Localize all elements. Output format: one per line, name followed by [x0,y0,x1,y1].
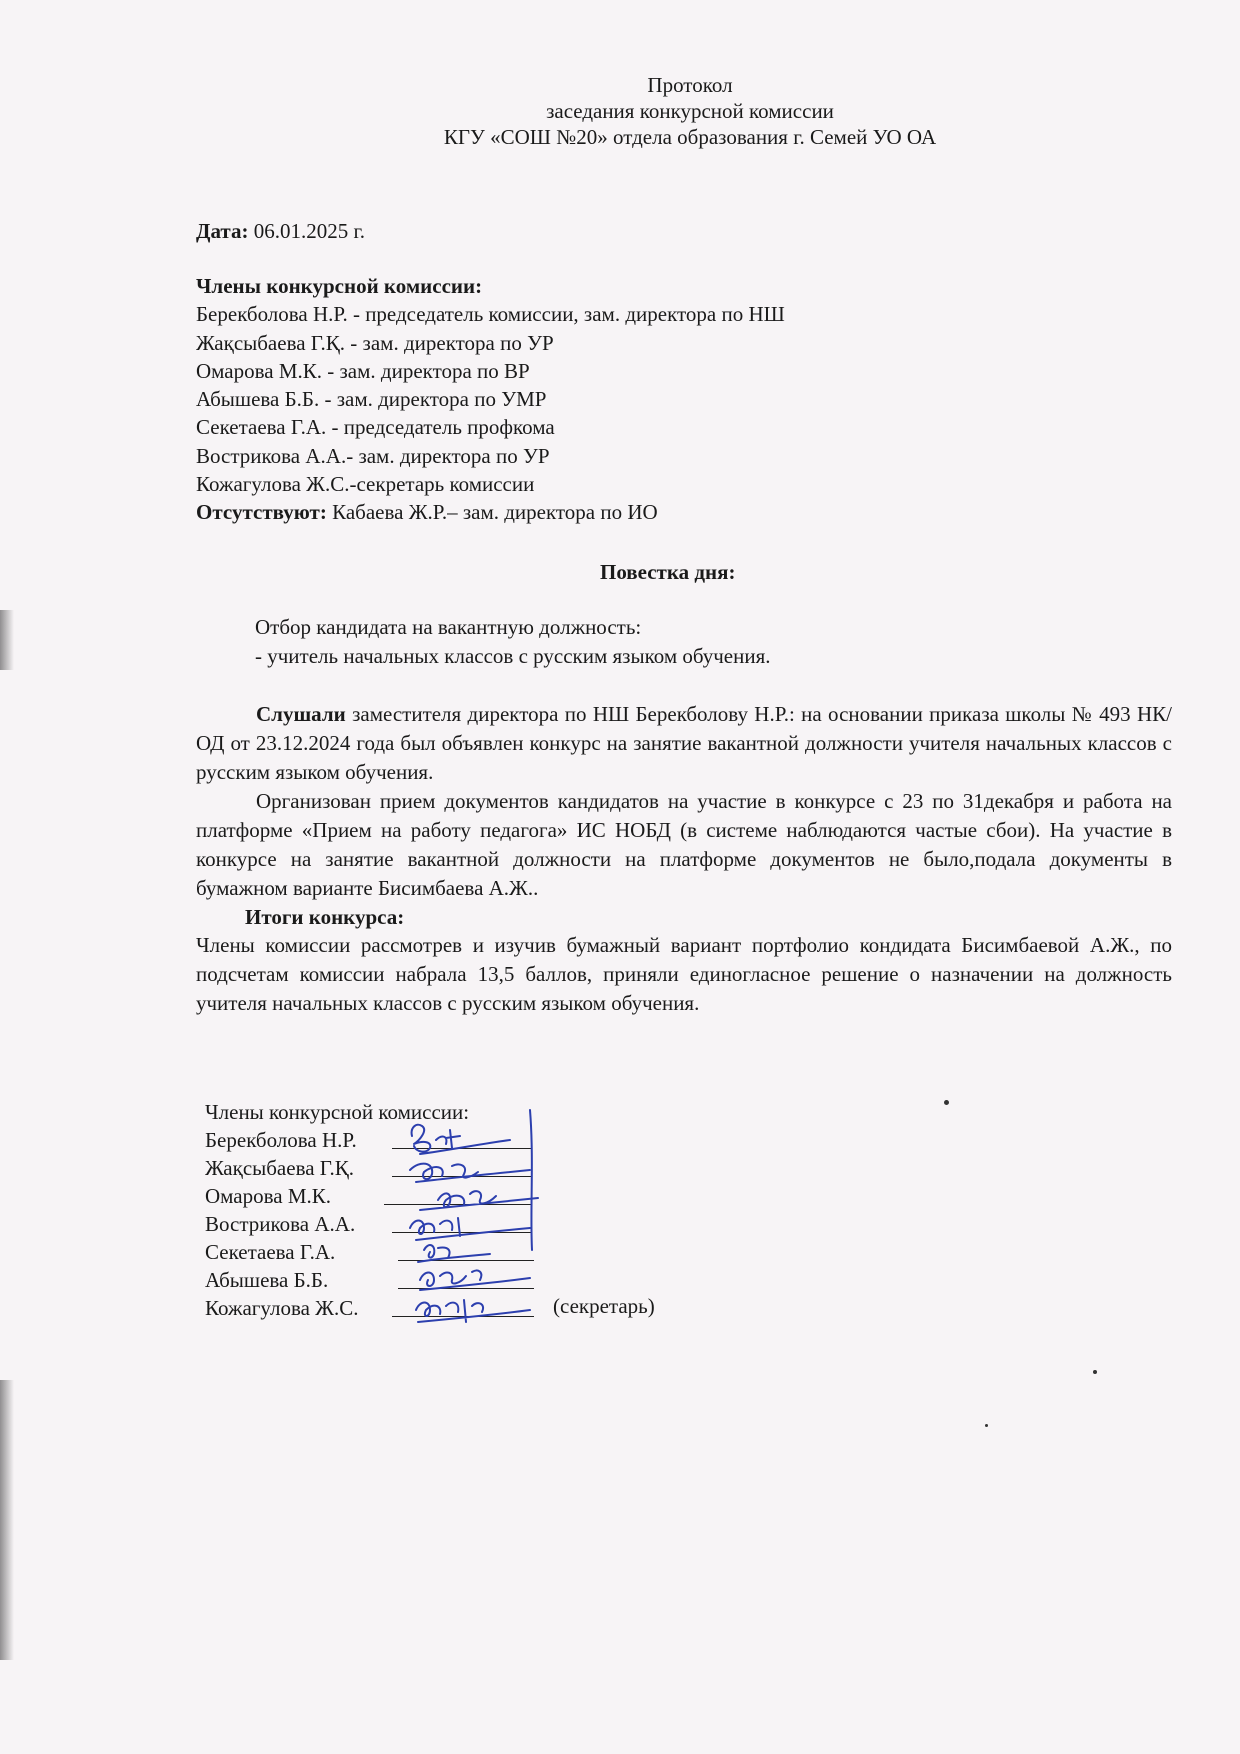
signature-row [205,1182,331,1210]
results-text: Члены комиссии рассмотрев и изучив бумажный вариант портфолио кондидата Бисимбаевой А.Ж., по подсчетам комиссии набрала 13,5 баллов, приняли единогласное решение о назначении на должность учителя начальных классов с русским языком обучения. [196,933,1172,1015]
agenda-line: Отбор кандидата на вакантную должность: [255,615,642,639]
members-heading: Члены конкурсной комиссии: [196,274,483,298]
header-title: Протокол [647,73,733,97]
scan-artifact [0,610,14,670]
signer-name: Абышева Б.Б. [205,1268,329,1292]
scan-artifact [0,1380,14,1660]
header-organization: КГУ «СОШ №20» отдела образования г. Семей УО ОА [443,125,937,149]
signature-row [205,1266,328,1294]
commission-members [196,272,785,527]
member-line: Секетаева Г.А. - председатель профкома [196,415,555,440]
scan-speck [985,1424,988,1427]
signatures-heading: Члены конкурсной комиссии: [205,1100,470,1124]
organized-paragraph [196,787,1172,903]
signature-row [205,1238,335,1266]
meeting-date [196,217,365,245]
heard-label: Слушали [256,702,346,726]
agenda-line: - учитель начальных классов с русским языком обучения. [255,644,771,668]
scan-speck [1093,1370,1097,1374]
signer-name: Берекболова Н.Р. [205,1128,357,1152]
scan-speck [944,1100,949,1105]
header-subtitle: заседания конкурсной комиссии [546,99,834,123]
member-line: Вострикова А.А.- зам. директора по УР [196,443,550,468]
member-line: Берекболова Н.Р. - председатель комиссии, зам. директора по НШ [196,302,785,327]
heard-paragraph [196,700,1172,787]
signature-row [205,1210,355,1238]
secretary-note: (секретарь) [553,1294,655,1318]
organized-text: Организован прием документов кандидатов на участие в конкурсе с 23 по 31декабря и работа на платформе «Прием на работу педагога» ИС НОБД (в системе наблюдаются частые сбои). На участие в конкурсе на занятие вакантной должности на платформе документов не было,подала документы в бумажном варианте Бисимбаева А.Ж.. [196,789,1172,900]
signer-name: Жақсыбаева Г.Қ. [205,1156,355,1180]
signature-row [205,1154,354,1182]
date-value: 06.01.2025 г. [248,219,365,243]
member-line: Жақсыбаева Г.Қ. - зам. директора по УР [196,330,554,355]
signer-name: Кожагулова Ж.С. [205,1296,359,1320]
signer-name: Омарова М.К. [205,1184,332,1208]
member-line: Кожагулова Ж.С.-секретарь комиссии [196,472,535,497]
signature-row [205,1126,357,1154]
signer-name: Секетаева Г.А. [205,1240,336,1264]
heard-text: заместителя директора по НШ Берекболову Н.Р.: на основании приказа школы № 493 НК/ОД от 23.12.2024 года был объявлен конкурс на занятие вакантной должности учителя начальных классов с русским языком обучения. [196,702,1172,784]
document-header [300,72,1080,150]
signature-row [205,1294,358,1322]
member-line: Абышева Б.Б. - зам. директора по УМР [196,387,547,412]
absent-line [196,498,785,526]
results-paragraph [196,931,1172,1018]
signer-name: Вострикова А.А. [205,1212,356,1236]
absent-value: Кабаева Ж.Р.– зам. директора по ИО [326,500,658,525]
handwritten-signatures [380,1100,560,1340]
absent-label: Отсутствуют: [196,500,327,525]
agenda-title: Повестка дня: [600,560,736,584]
agenda-items [255,613,771,671]
date-label: Дата: [196,219,249,243]
results-title: Итоги конкурса: [245,905,405,929]
member-line: Омарова М.К. - зам. директора по ВР [196,358,530,383]
